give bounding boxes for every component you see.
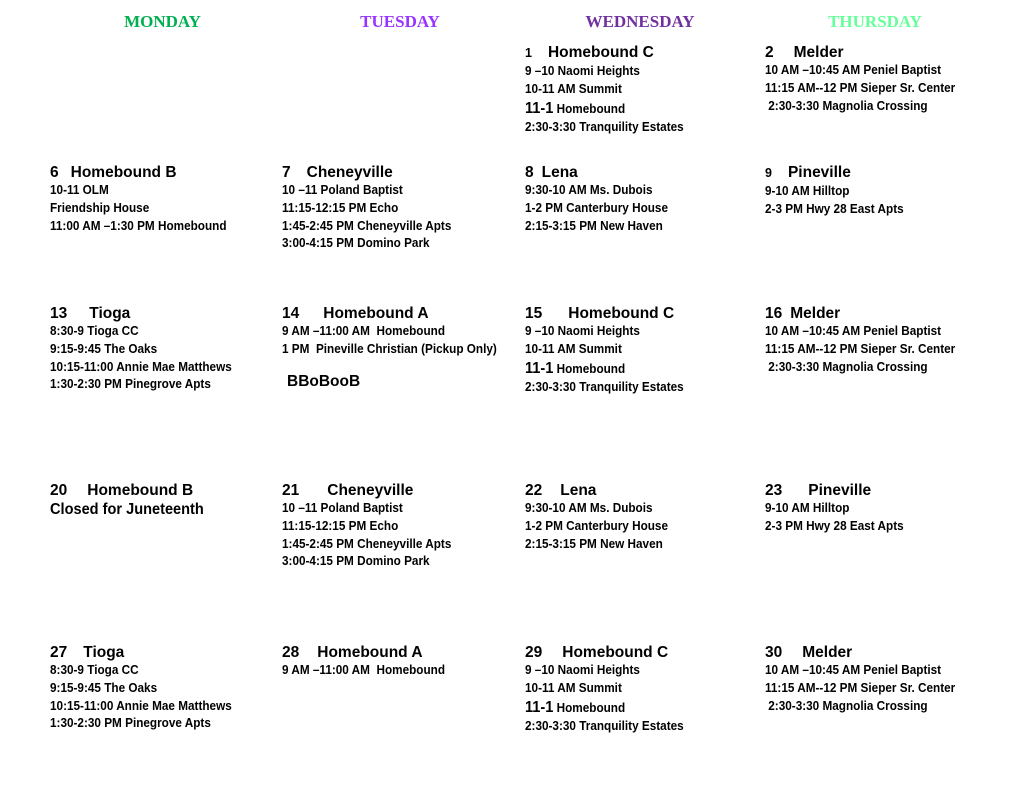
schedule-line: 9:15-9:45 The Oaks (50, 341, 158, 356)
spacer (282, 359, 511, 373)
day-title (282, 481, 462, 500)
schedule-line: 11-1 Homebound (525, 359, 626, 377)
schedule-line: 9:30-10 AM Ms. Dubois (525, 501, 653, 515)
schedule-line: 9:15-9:45 The Oaks (50, 680, 158, 695)
schedule-line: 2-3 PM Hwy 28 East Apts (765, 201, 904, 216)
day-number: 6 (50, 164, 59, 181)
day-title (525, 304, 694, 323)
day-cell-27 (50, 643, 243, 733)
schedule-line: 10 AM –10:45 AM Peniel Baptist (765, 663, 942, 677)
day-cell-15 (525, 304, 694, 396)
day-cell-1 (525, 43, 694, 136)
day-title (765, 481, 913, 500)
schedule-line: 11:15-12:15 PM Echo (282, 200, 399, 215)
schedule-line: 10-11 OLM (50, 183, 109, 197)
day-cell-14 (282, 304, 511, 391)
header-monday: MONDAY (124, 12, 201, 31)
schedule-line: Friendship House (50, 200, 150, 215)
day-number: 14 (282, 305, 300, 322)
schedule-line: 2:15-3:15 PM New Haven (525, 536, 663, 551)
day-cell-23 (765, 481, 913, 536)
schedule-line: 10-11 AM Summit (525, 81, 622, 96)
day-number: 20 (50, 482, 68, 499)
day-title (50, 304, 243, 323)
schedule-line: 2:15-3:15 PM New Haven (525, 218, 663, 233)
day-number: 22 (525, 482, 543, 499)
day-cell-2 (765, 43, 967, 115)
day-route: Cheneyville (327, 482, 414, 499)
day-number: 7 (282, 164, 291, 181)
day-number: 29 (525, 644, 543, 661)
day-number: 15 (525, 305, 543, 322)
schedule-line: 1 PM Pineville Christian (Pickup Only) (282, 341, 497, 356)
day-title (765, 43, 967, 62)
day-route: Homebound A (317, 644, 423, 661)
day-title (525, 163, 677, 182)
day-route: Homebound C (562, 644, 669, 661)
schedule-line: 1:45-2:45 PM Cheneyville Apts (282, 536, 452, 551)
schedule-line: 2:30-3:30 Tranquility Estates (525, 718, 684, 733)
schedule-line: 1-2 PM Canterbury House (525, 200, 668, 215)
schedule-line: 9:30-10 AM Ms. Dubois (525, 183, 653, 197)
day-route: Homebound B (87, 482, 194, 499)
day-title (50, 163, 238, 182)
day-route: Pineville (787, 164, 851, 181)
schedule-line: 9 AM –11:00 AM Homebound (282, 663, 446, 677)
day-number: 13 (50, 305, 68, 322)
schedule-line: 9-10 AM Hilltop (765, 184, 850, 198)
day-route: Homebound B (70, 164, 177, 181)
day-cell-29 (525, 643, 694, 735)
schedule-line: 10:15-11:00 Annie Mae Matthews (50, 698, 232, 713)
day-number: 2 (765, 44, 774, 61)
day-route: Lena (541, 164, 578, 181)
day-route: Homebound C (568, 305, 675, 322)
day-cell-8 (525, 163, 677, 235)
schedule-line: 3:00-4:15 PM Domino Park (282, 554, 430, 569)
day-title (525, 643, 694, 662)
day-cell-6 (50, 163, 238, 235)
day-title (50, 481, 214, 500)
schedule-line: 10 AM –10:45 AM Peniel Baptist (765, 63, 942, 77)
schedule-line: 9 –10 Naomi Heights (525, 64, 640, 78)
day-route: Homebound A (323, 305, 429, 322)
day-title (525, 481, 677, 500)
day-cell-20 (50, 481, 214, 520)
day-number: 8 (525, 164, 534, 181)
schedule-line: 1-2 PM Canterbury House (525, 518, 668, 533)
schedule-line: 11:15-12:15 PM Echo (282, 518, 399, 533)
schedule-line: 10 –11 Poland Baptist (282, 501, 403, 515)
day-route: Melder (790, 305, 841, 322)
day-route: Pineville (808, 482, 872, 499)
schedule-line: 10 AM –10:45 AM Peniel Baptist (765, 324, 942, 338)
day-title (765, 304, 967, 323)
day-title (282, 304, 511, 323)
schedule-line: 10-11 AM Summit (525, 680, 622, 695)
schedule-line: 11:00 AM –1:30 PM Homebound (50, 218, 227, 233)
day-cell-30 (765, 643, 967, 715)
schedule-line: 1:30-2:30 PM Pinegrove Apts (50, 377, 211, 392)
note-text: BBoBooB (287, 372, 361, 390)
schedule-line: 8:30-9 Tioga CC (50, 663, 139, 677)
day-title (525, 43, 694, 63)
day-number: 30 (765, 644, 783, 661)
schedule-line: 10 –11 Poland Baptist (282, 183, 403, 197)
schedule-line: 11:15 AM--12 PM Sieper Sr. Center (765, 341, 956, 356)
day-title (50, 643, 243, 662)
day-route: Melder (793, 44, 844, 61)
day-cell-9 (765, 163, 913, 219)
day-title (282, 643, 455, 662)
schedule-line: 9 AM –11:00 AM Homebound (282, 324, 446, 338)
schedule-line: 10-11 AM Summit (525, 341, 622, 356)
header-wednesday: WEDNESDAY (585, 12, 695, 31)
day-route: Lena (560, 482, 597, 499)
schedule-line: 11-1 Homebound (525, 698, 626, 716)
schedule-line: 3:00-4:15 PM Domino Park (282, 236, 430, 251)
schedule-line: 1:30-2:30 PM Pinegrove Apts (50, 716, 211, 731)
header-tuesday: TUESDAY (360, 12, 440, 31)
day-number: 1 (525, 46, 532, 60)
day-title (765, 643, 967, 662)
header-thursday: THURSDAY (828, 12, 922, 31)
day-number: 28 (282, 644, 300, 661)
schedule-line: 9 –10 Naomi Heights (525, 324, 640, 338)
day-number: 21 (282, 482, 300, 499)
schedule-line: 2:30-3:30 Magnolia Crossing (765, 698, 928, 713)
schedule-line: 2:30-3:30 Tranquility Estates (525, 119, 684, 134)
day-cell-16 (765, 304, 967, 376)
day-title (765, 163, 913, 183)
schedule-line: 10:15-11:00 Annie Mae Matthews (50, 359, 232, 374)
schedule-line: 11:15 AM--12 PM Sieper Sr. Center (765, 680, 956, 695)
day-cell-21 (282, 481, 462, 571)
schedule-line: 11:15 AM--12 PM Sieper Sr. Center (765, 80, 956, 95)
day-number: 27 (50, 644, 68, 661)
schedule-line: 8:30-9 Tioga CC (50, 324, 139, 338)
day-route: Melder (802, 644, 853, 661)
schedule-line: 9-10 AM Hilltop (765, 501, 850, 515)
day-cell-28 (282, 643, 455, 680)
schedule-line: 9 –10 Naomi Heights (525, 663, 640, 677)
day-route: Tioga (83, 644, 125, 661)
day-number: 16 (765, 305, 783, 322)
day-route: Homebound C (547, 44, 654, 61)
day-number: 23 (765, 482, 783, 499)
day-cell-7 (282, 163, 462, 253)
day-number: 9 (765, 166, 772, 180)
schedule-line: 2-3 PM Hwy 28 East Apts (765, 518, 904, 533)
day-cell-22 (525, 481, 677, 553)
schedule-line: 1:45-2:45 PM Cheneyville Apts (282, 218, 452, 233)
schedule-line: 11-1 Homebound (525, 99, 626, 117)
schedule-line: 2:30-3:30 Magnolia Crossing (765, 98, 928, 113)
day-title (282, 163, 462, 182)
day-cell-13 (50, 304, 243, 394)
day-route: Cheneyville (306, 164, 393, 181)
schedule-line: 2:30-3:30 Tranquility Estates (525, 379, 684, 394)
day-route: Tioga (89, 305, 131, 322)
schedule-line: 2:30-3:30 Magnolia Crossing (765, 359, 928, 374)
closure-note: Closed for Juneteenth (50, 501, 204, 518)
